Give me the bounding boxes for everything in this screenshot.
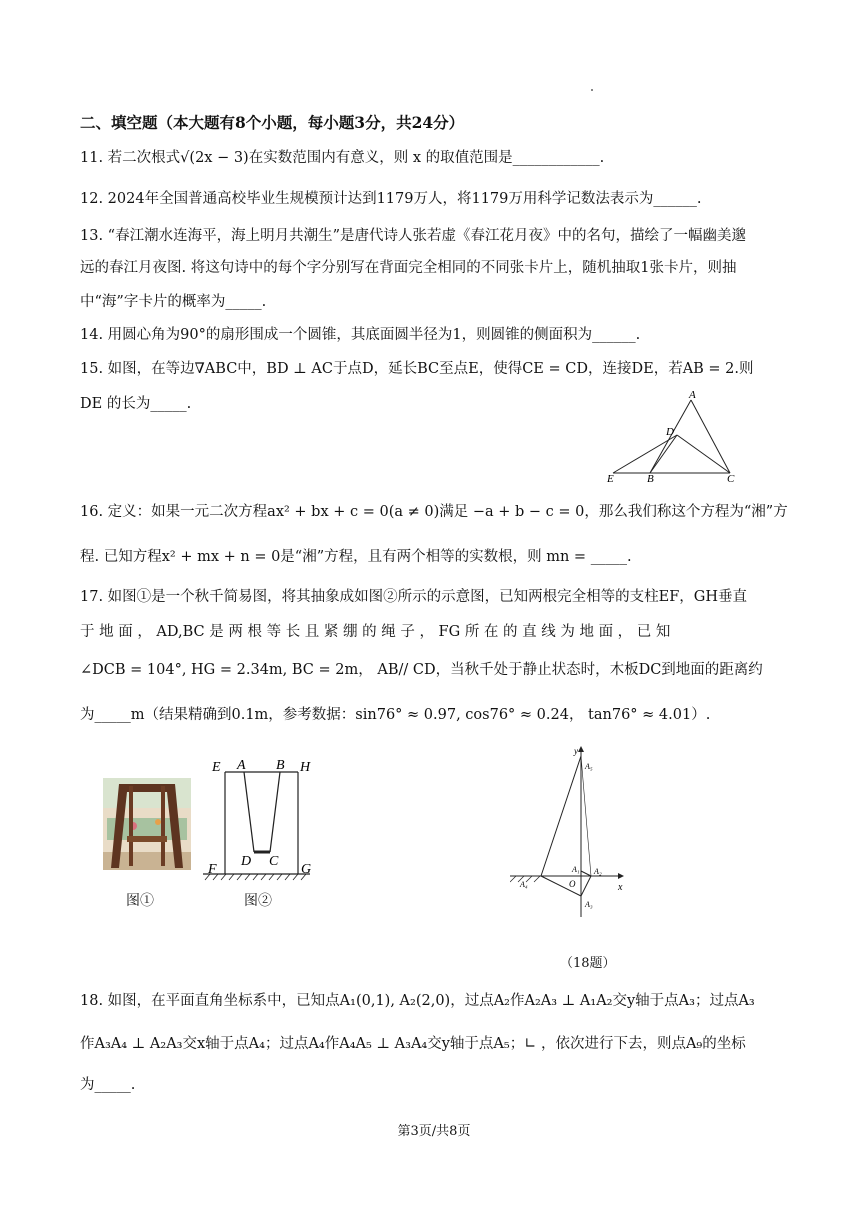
label-A: A (237, 758, 246, 773)
label-B: B (276, 758, 285, 773)
question-15-line-2: DE 的长为_____. (80, 396, 192, 412)
question-17-line-1: 17. 如图①是一个秋千简易图，将其抽象成如图②所示的示意图，已知两根完全相等的支柱EF，GH垂直 (80, 589, 748, 605)
question-17-line-4: 为_____m（结果精确到0.1m，参考数据：sin76° ≈ 0.97, cos76° ≈ 0.24， tan76° ≈ 4.01）. (80, 707, 711, 723)
label-G: G (301, 862, 312, 877)
label-F: F (208, 862, 217, 877)
label-H: H (300, 760, 311, 775)
question-13-line-3: 中“海”字卡片的概率为_____. (80, 294, 267, 310)
label-A5: A₅ (585, 762, 593, 771)
question-17-line-2: 于 地 面 ， AD,BC 是 两 根 等 长 且 紧 绷 的 绳 子 ， FG 所 在 的 直 线 为 地 面 ， 已 知 (80, 624, 671, 640)
label-y: y (574, 746, 578, 756)
coordinate-figure (510, 742, 630, 917)
question-14: 14. 用圆心角为90°的扇形围成一个圆锥，其底面圆半径为1，则圆锥的侧面积为______. (80, 327, 641, 343)
swing-diagram (200, 752, 325, 882)
figure-1-caption: 图① (126, 893, 154, 909)
label-A: A (689, 389, 696, 401)
label-A4: A₄ (520, 880, 528, 889)
page-footer: 第3页/共8页 (397, 1124, 471, 1139)
label-B: B (647, 473, 654, 485)
question-16-line-1: 16. 定义：如果一元二次方程ax² + bx + c = 0(a ≠ 0)满足 −a + b − c = 0，那么我们称这个方程为“湘”方 (80, 504, 788, 520)
label-C: C (727, 473, 735, 485)
speck (591, 89, 593, 91)
figure-18-caption: （18题） (560, 956, 616, 971)
question-18-line-2: 作A₃A₄ ⊥ A₂A₃交x轴于点A₄；过点A₄作A₄A₅ ⊥ A₃A₄交y轴于点A₅；∟ ，依次进行下去，则点A₉的坐标 (80, 1036, 746, 1052)
figure-2-caption: 图② (244, 893, 272, 909)
section-heading: 二、填空题（本大题有8个小题，每小题3分，共24分） (80, 113, 465, 132)
question-11: 11. 若二次根式√(2x − 3)在实数范围内有意义，则 x 的取值范围是____________. (80, 150, 605, 166)
label-E: E (607, 473, 614, 485)
label-O: O (569, 879, 576, 889)
label-A2: A₂ (594, 867, 602, 876)
question-18-line-3: 为_____. (80, 1077, 136, 1093)
question-13-line-1: 13. “春江潮水连海平，海上明月共潮生”是唐代诗人张若虚《春江花月夜》中的名句，描绘了一幅幽美邈 (80, 228, 746, 244)
triangle-figure (600, 385, 750, 485)
label-D: D (241, 854, 252, 869)
label-A3: A₃ (585, 900, 593, 909)
label-C: C (269, 854, 279, 869)
swing-photo (103, 778, 191, 870)
label-A1: A₁ (572, 865, 580, 874)
question-12: 12. 2024年全国普通高校毕业生规模预计达到1179万人，将1179万用科学记数法表示为______. (80, 191, 702, 207)
question-13-line-2: 远的春江月夜图. 将这句诗中的每个字分别写在背面完全相同的不同张卡片上，随机抽取1张卡片，则抽 (80, 260, 737, 276)
question-17-line-3: ∠DCB = 104°, HG = 2.34m, BC = 2m， AB// CD，当秋千处于静止状态时，木板DC到地面的距离约 (80, 662, 763, 678)
label-x: x (618, 882, 623, 893)
question-15-line-1: 15. 如图，在等边∇ABC中，BD ⊥ AC于点D，延长BC至点E，使得CE = CD，连接DE，若AB = 2.则 (80, 361, 754, 377)
label-E: E (212, 760, 221, 775)
question-16-line-2: 程. 已知方程x² + mx + n = 0是“湘”方程，且有两个相等的实数根，则 mn = _____. (80, 549, 632, 565)
label-D: D (666, 426, 674, 438)
question-18-line-1: 18. 如图，在平面直角坐标系中，已知点A₁(0,1), A₂(2,0)，过点A₂作A₂A₃ ⊥ A₁A₂交y轴于点A₃；过点A₃ (80, 993, 755, 1009)
